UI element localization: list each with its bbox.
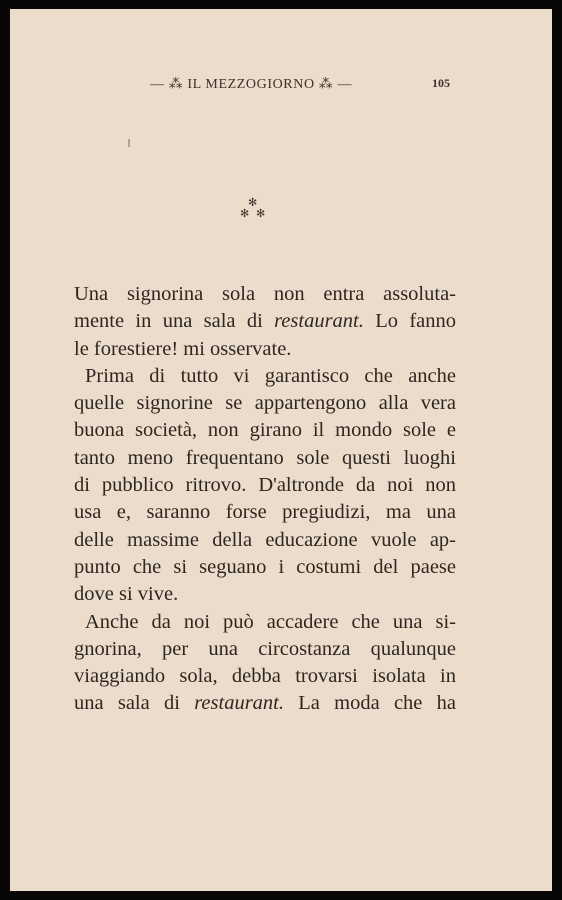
text-line-10: delle massime della educazione vuole ap- xyxy=(74,528,456,551)
text-line-9: usa e, saranno forse pregiudizi, ma una xyxy=(74,501,456,524)
text-line-16 xyxy=(74,690,456,717)
asterism-star-top: ✻ xyxy=(248,196,258,209)
text-line-11: punto che si seguano i costumi del paese xyxy=(74,555,456,578)
italic-word-restaurant-2: restaurant. xyxy=(194,692,284,715)
text-line-2-start: mente in una sala di xyxy=(74,310,275,333)
text-line-4: Prima di tutto vi garantisco che anche xyxy=(85,364,456,387)
text-line-16-start: una sala di xyxy=(74,692,195,715)
italic-word-restaurant: restaurant. xyxy=(274,310,364,333)
text-line-6: buona società, non girano il mondo sole e xyxy=(74,419,456,442)
text-line-12: dove si vive. xyxy=(74,583,179,606)
text-line-14: gnorina, per una circostanza qualunque xyxy=(74,637,456,660)
paper-speck xyxy=(128,139,130,147)
page-number: 105 xyxy=(432,76,450,90)
text-line-7: tanto meno frequentano sole questi luoghi xyxy=(74,446,456,469)
asterism-star-right: ✻ xyxy=(256,207,266,220)
running-head xyxy=(10,76,552,96)
text-line-16-end: La moda che ha xyxy=(284,692,456,715)
running-title: — ⁂ IL MEZZOGIORNO ⁂ — xyxy=(150,77,353,92)
body-text xyxy=(74,281,456,718)
text-line-1: Una signorina sola non entra assoluta- xyxy=(74,283,456,305)
text-line-5: quelle signorine se appartengono alla vera xyxy=(74,392,456,415)
text-line-2-end: Lo fanno xyxy=(363,310,456,333)
text-line-13: Anche da noi può accadere che una si- xyxy=(85,610,456,633)
section-asterism xyxy=(236,197,272,227)
text-line-2 xyxy=(74,308,456,335)
asterism-star-left: ✻ xyxy=(240,207,250,220)
text-line-3: le forestiere! mi osservate. xyxy=(74,337,292,360)
text-line-8: di pubblico ritrovo. D'altronde da noi non xyxy=(74,474,456,497)
book-page xyxy=(10,9,552,891)
text-line-15: viaggiando sola, debba trovarsi isolata in xyxy=(74,665,456,688)
